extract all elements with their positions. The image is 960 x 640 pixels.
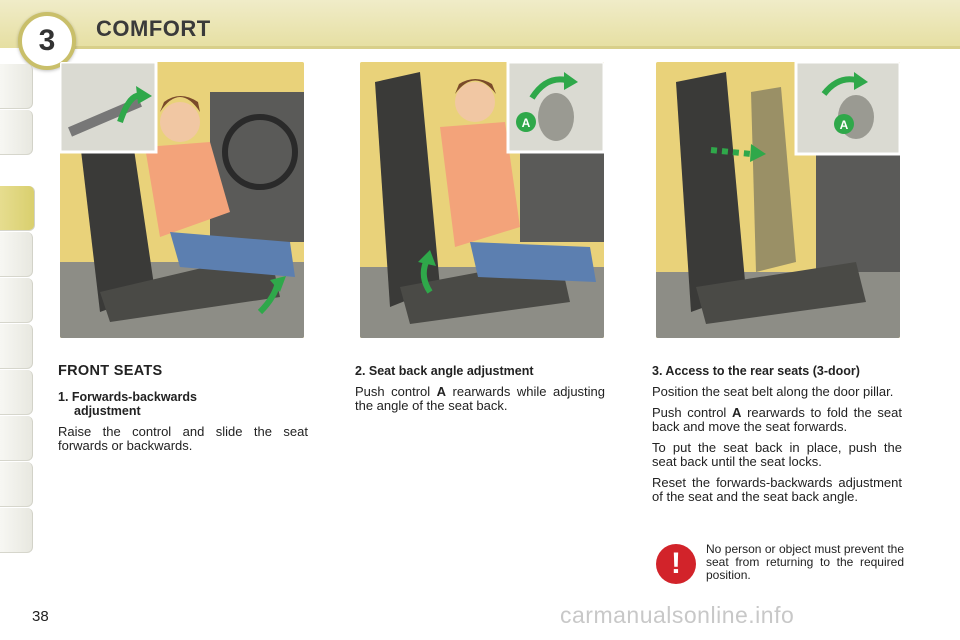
- item1-title: [58, 390, 308, 418]
- item2-text: [355, 385, 605, 413]
- item2-text-before: Push control: [355, 384, 437, 399]
- item3-para2: [652, 406, 902, 434]
- chapter-tab-9[interactable]: [0, 462, 33, 507]
- chapter-tab-5[interactable]: [0, 278, 33, 323]
- header-divider: [60, 46, 960, 49]
- exclamation-icon: !: [656, 544, 696, 584]
- section-title: FRONT SEATS: [58, 363, 163, 379]
- chapter-tab-2[interactable]: [0, 110, 33, 155]
- item3-para2-before: Push control: [652, 405, 732, 420]
- column-front-seats: [58, 360, 308, 460]
- chapter-tab-10[interactable]: [0, 508, 33, 553]
- seat-back-angle-illustration: [360, 62, 604, 338]
- item3-para3: To put the seat back in place, push the seat back until the seat locks.: [652, 440, 902, 469]
- chapter-title: COMFORT: [96, 16, 211, 41]
- column-seat-back-angle: [355, 360, 605, 420]
- chapter-tab-4[interactable]: [0, 232, 33, 277]
- watermark: carmanualsonline.info: [560, 602, 795, 628]
- item1-title-line2: adjustment: [74, 404, 141, 418]
- item3-title: 3. Access to the rear seats (3-door): [652, 364, 860, 378]
- warning-text: No person or object must prevent the seat from returning to the required position.: [706, 542, 904, 582]
- item1-text: Raise the control and slide the seat forwards or backwards.: [58, 424, 308, 453]
- chapter-tab-8[interactable]: [0, 416, 33, 461]
- callout-a-label: A: [839, 118, 849, 132]
- chapter-tab-1[interactable]: [0, 64, 33, 109]
- seat-forwards-backwards-illustration: [60, 62, 304, 338]
- chapter-number-badge: 3: [18, 12, 76, 70]
- column-rear-access: [652, 360, 902, 511]
- chapter-tab-3-active[interactable]: [0, 186, 35, 231]
- control-a-label: A: [732, 405, 742, 420]
- item2-title: 2. Seat back angle adjustment: [355, 364, 534, 378]
- item3-para4: Reset the forwards-backwards adjustment of the seat and the seat back angle.: [652, 475, 902, 504]
- chapter-tabs: [0, 64, 36, 574]
- page-number: 38: [32, 608, 49, 625]
- rear-seat-access-illustration: [656, 62, 900, 338]
- item2-text-after: rearwards while adjusting the angle of the seat back.: [355, 384, 606, 413]
- item1-title-line1: 1. Forwards-backwards: [58, 390, 197, 404]
- chapter-tab-7[interactable]: [0, 370, 33, 415]
- item3-para1: Position the seat belt along the door pillar.: [652, 384, 894, 399]
- chapter-tab-6[interactable]: [0, 324, 33, 369]
- item3-para2-after: rearwards to fold the seat back and move the seat forwards.: [652, 405, 902, 434]
- callout-a-label: A: [521, 116, 531, 130]
- control-a-label: A: [436, 384, 447, 399]
